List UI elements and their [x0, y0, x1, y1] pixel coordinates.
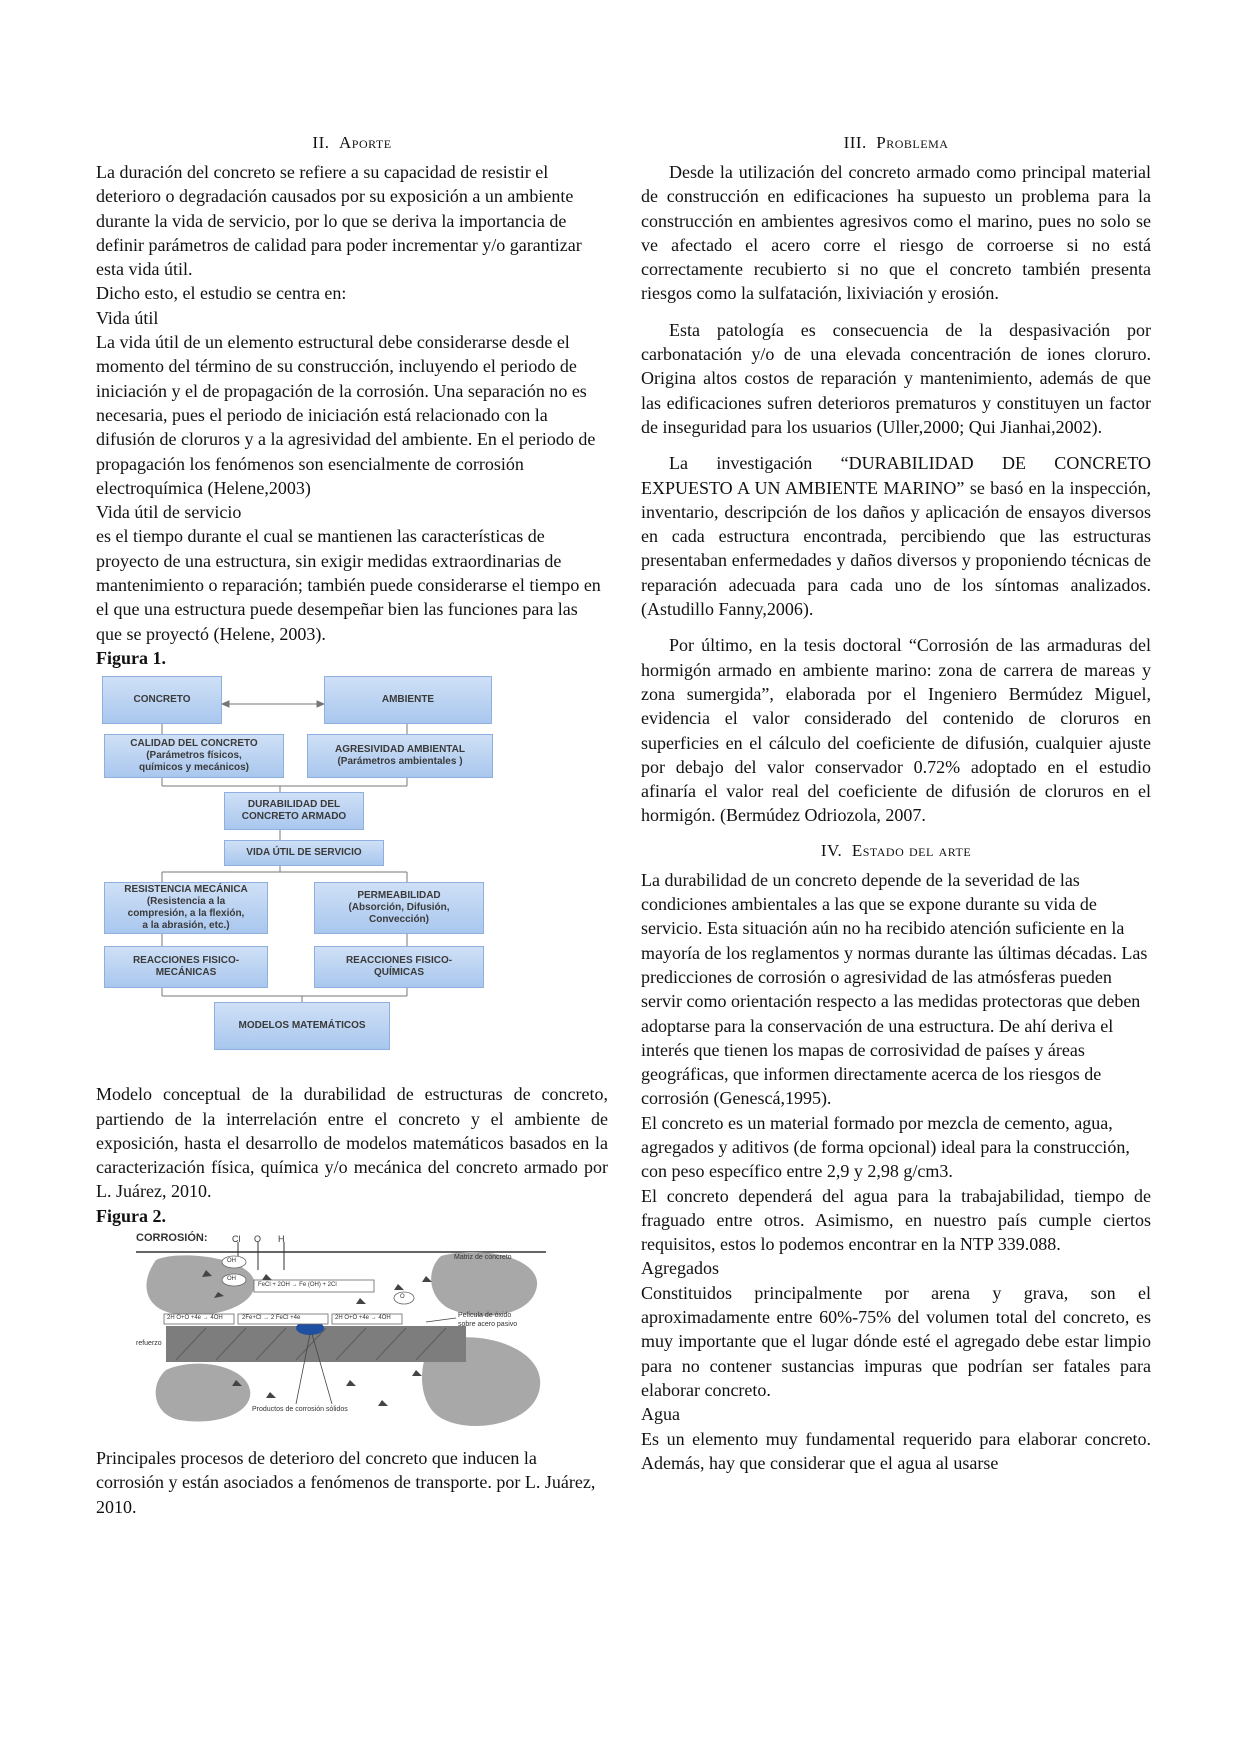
box-label: CONCRETO ARMADO — [241, 811, 347, 823]
vida-util-title: Vida útil — [96, 307, 159, 328]
particle-triangle — [394, 1284, 404, 1290]
estado-paragraph-3: El concreto dependerá del agua para la trabajabilidad, tiempo de fraguado entre otros. Asimismo, en nuestro país cumple ciertos requisitos, estos lo podemos encontrar en la NTP 339.088. — [641, 1185, 1151, 1255]
aporte-intro: La duración del concreto se refiere a su capacidad de resistir el deterioro o degradación causados por su exposición a un ambiente durante la vida de servicio, por lo que se deriva la importancia de definir parámetros de calidad para poder incrementar y/o garantizar esta vida útil. — [96, 162, 582, 280]
section-title: Aporte — [339, 133, 392, 152]
corrosion-label: CORROSIÓN: — [136, 1232, 208, 1245]
particle-triangle — [346, 1380, 356, 1386]
box-ambiente — [324, 676, 492, 724]
box-label: MODELOS MATEMÁTICOS — [238, 1020, 366, 1032]
box-concreto — [102, 676, 222, 724]
box-label: VIDA ÚTIL DE SERVICIO — [246, 847, 362, 859]
section-heading-problema — [641, 132, 1151, 154]
box-label: AGRESIVIDAD AMBIENTAL — [335, 744, 465, 756]
problema-paragraph-4: Por último, en la tesis doctoral “Corrosión de las armaduras del hormigón armado en ambiente marino: zona de carrera de mareas y zona sumergida”, elaborada por el Ingeniero Bermúdez Miguel, evidencia el valor considerado del contenido de cloruros en superficies en el cálculo del coeficiente de difusión, cualquier ajuste por debajo del valor conservador 0.72% adoptado en el estudio afinaría el valor real del coeficiente de difusión de cloruros en el hormigón. (Bermúdez Odriozola, 2007. — [641, 635, 1151, 826]
box-label: químicos y mecánicos) — [138, 762, 250, 774]
water-label: H — [278, 1234, 285, 1245]
oxygen-bubble-label: O — [400, 1294, 405, 1301]
equation-cathodic: 2H O+O +4e → 4OH — [167, 1315, 223, 1322]
section-title: Problema — [876, 133, 949, 152]
agregados-title: Agregados — [641, 1258, 719, 1279]
film-label: sobre acero pasivo — [458, 1321, 518, 1329]
equation-anodic: 2Fe+Cl → 2 FeCl +4e — [242, 1315, 301, 1322]
agua-title: Agua — [641, 1404, 680, 1425]
box-calidad-concreto — [104, 734, 284, 778]
particle-triangle — [412, 1370, 422, 1376]
figure-2-label: Figura 2. — [96, 1205, 166, 1226]
box-label: RESISTENCIA MECÁNICA — [124, 884, 248, 896]
leader-line — [426, 1318, 456, 1322]
box-reacciones-mecanicas — [104, 946, 268, 988]
products-label: Productos de corrosión sólidos — [252, 1406, 348, 1414]
problema-paragraph-2: Esta patología es consecuencia de la despasivación por carbonatación y/o de una elevada concentración de iones cloruro. Origina altos costos de reparación y mantenimiento, además de que las edificaciones sufren deterioros prematuros y constituyen un factor de inseguridad para los usuarios (Uller,2000; Qui Jianhai,2002). — [641, 319, 1151, 437]
estado-paragraph-1: La durabilidad de un concreto depende de la severidad de las condiciones ambientales a las que se expone durante su vida de servicio. Esta situación aún no ha recibido atención suficiente en la mayoría de los reglamentos y normas durante las últimas décadas. Las predicciones de corrosión o agresividad de las atmósferas pueden servir como orientación respecto a las medidas protectoras que deben adoptarse para la conservación de una estructura. De ahí deriva el interés que tienen los mapas de corrosividad de países y áreas geográficas, que informen directamente acerca de los riesgos de corrosión (Genescá,1995). — [641, 869, 1148, 1109]
section-number: IV. — [820, 840, 843, 860]
box-label: CONCRETO — [133, 694, 191, 706]
box-label: AMBIENTE — [381, 694, 435, 706]
vida-util-text: La vida útil de un elemento estructural debe considerarse desde el momento del término de su construcción, incluyendo el periodo de iniciación y el de propagación de la corrosión. Una separación no es necesaria, pues el periodo de iniciación está relacionado con la difusión de cloruros y a la agresividad del ambiente. En el periodo de propagación los fenómenos son esencialmente de corrosión electroquímica (Helene,2003) — [96, 332, 596, 498]
section-number: III. — [843, 133, 867, 152]
box-label: Convección) — [368, 914, 429, 926]
box-reacciones-quimicas — [314, 946, 484, 988]
box-label: (Resistencia a la — [146, 896, 226, 908]
box-label: (Parámetros ambientales ) — [337, 756, 463, 768]
particle-triangle — [422, 1276, 432, 1282]
box-label: REACCIONES FISICO- — [345, 955, 453, 967]
section-number: II. — [312, 133, 330, 152]
vida-servicio-text: es el tiempo durante el cual se mantienen las características de proyecto de una estructura, sin exigir medidas extraordinarias de mantenimiento o reparación; también puede considerarse el tiempo en el que una estructura puede desempeñar bien las funciones para las que se proyectó (Helene, 2003). — [96, 526, 601, 644]
equation-cathodic: 2H O+O +4e → 4OH — [335, 1315, 391, 1322]
box-resistencia-mecanica — [104, 882, 268, 934]
particle-triangle — [266, 1392, 276, 1398]
box-permeabilidad — [314, 882, 484, 934]
figure-1-flowchart — [102, 674, 542, 1074]
left-column — [96, 132, 608, 1519]
agregados-text: Constituidos principalmente por arena y grava, son el aproximadamente entre 60%-75% del volumen total del concreto, es muy importante que el lugar dónde esté el agregado debe estar limpio para no contener sustancias impuras que podrían ser fatales para elaborar concreto. — [641, 1282, 1151, 1400]
arrow-head — [222, 701, 229, 707]
box-durabilidad — [224, 792, 364, 830]
problema-paragraph-3: La investigación “DURABILIDAD DE CONCRETO EXPUESTO A UN AMBIENTE MARINO” se basó en la inspección, inventario, descripción de los daños y aplicación de ensayos diversos en cada estructura encontrada, percibiendo que las estructuras presentaban enfermedades y daños diversos y proponiendo técnicas de reparación adecuada para cada uno de los síntomas analizados.(Astudillo Fanny,2006). — [641, 453, 1151, 620]
box-label: QUÍMICAS — [374, 967, 424, 979]
box-label: DURABILIDAD DEL — [247, 799, 341, 811]
problema-paragraph-1: Desde la utilización del concreto armado como principal material de construcción en edificaciones ha supuesto un problema para la construcción en ambientes agresivos como el marino, pues no solo se ve afectado el acero corre el riesgo de corroerse si no está correctamente recubierto si no que el concreto también presenta riesgos como la sulfatación, lixiviación y erosión. — [641, 162, 1151, 304]
box-label: CALIDAD DEL CONCRETO — [130, 738, 258, 750]
hydroxide-label: OH — [227, 1258, 236, 1265]
particle-triangle — [356, 1298, 366, 1304]
section-heading-estado — [641, 840, 1151, 862]
equation-fecl: FeCl + 2OH → Fe (OH) + 2Cl — [258, 1282, 337, 1289]
box-label: a la abrasión, etc.) — [142, 920, 230, 932]
particle-triangle — [262, 1274, 272, 1280]
box-agresividad-ambiental — [307, 734, 493, 778]
estado-paragraph-2: El concreto es un material formado por mezcla de cemento, agua, agregados y aditivos (de forma opcional) ideal para la construcción, con peso específico entre 2,9 y 2,98 g/cm3. — [641, 1112, 1130, 1182]
section-title: Estado del arte — [851, 840, 972, 860]
box-label: PERMEABILIDAD — [357, 890, 441, 902]
box-label: compresión, a la flexión, — [127, 908, 245, 920]
box-label: (Parámetros físicos, — [146, 750, 242, 762]
box-label: (Absorción, Difusión, — [348, 902, 450, 914]
oxygen-label: O — [254, 1234, 262, 1245]
right-column — [641, 132, 1151, 1475]
aggregate-stone — [431, 1252, 537, 1316]
box-modelos-matematicos — [214, 1002, 390, 1050]
film-label: Película de óxido — [458, 1312, 512, 1320]
matrix-label: Matriz de concreto — [454, 1254, 512, 1262]
aggregate-stone — [156, 1364, 251, 1422]
figure-2-corrosion-diagram — [136, 1230, 576, 1438]
chloride-label: Cl — [232, 1234, 241, 1245]
agua-text: Es un elemento muy fundamental requerido para elaborar concreto. Además, hay que considerar que el agua al usarse — [641, 1428, 1151, 1473]
figure-1-label: Figura 1. — [96, 647, 166, 668]
box-label: MECÁNICAS — [155, 967, 217, 979]
section-heading-aporte — [96, 132, 608, 154]
rebar-label: refuerzo — [136, 1340, 162, 1348]
arrow-head — [317, 701, 324, 707]
vida-servicio-title: Vida útil de servicio — [96, 502, 242, 523]
figure-1-caption: Modelo conceptual de la durabilidad de estructuras de concreto, partiendo de la interrelación entre el concreto y el ambiente de exposición, hasta el desarrollo de modelos matemáticos basados en la caracterización física, química y/o mecánica del concreto armado por L. Juárez, 2010. — [96, 1084, 608, 1202]
hydroxide-label: OH — [227, 1276, 236, 1283]
particle-triangle — [378, 1400, 388, 1406]
figure-2-caption: Principales procesos de deterioro del concreto que inducen la corrosión y están asociados a fenómenos de transporte. por L. Juárez, 2010. — [96, 1448, 596, 1517]
box-vida-util-servicio — [224, 840, 384, 866]
box-label: REACCIONES FISICO- — [132, 955, 240, 967]
aporte-focus: Dicho esto, el estudio se centra en: — [96, 283, 347, 304]
corrosion-illustration — [136, 1230, 576, 1438]
